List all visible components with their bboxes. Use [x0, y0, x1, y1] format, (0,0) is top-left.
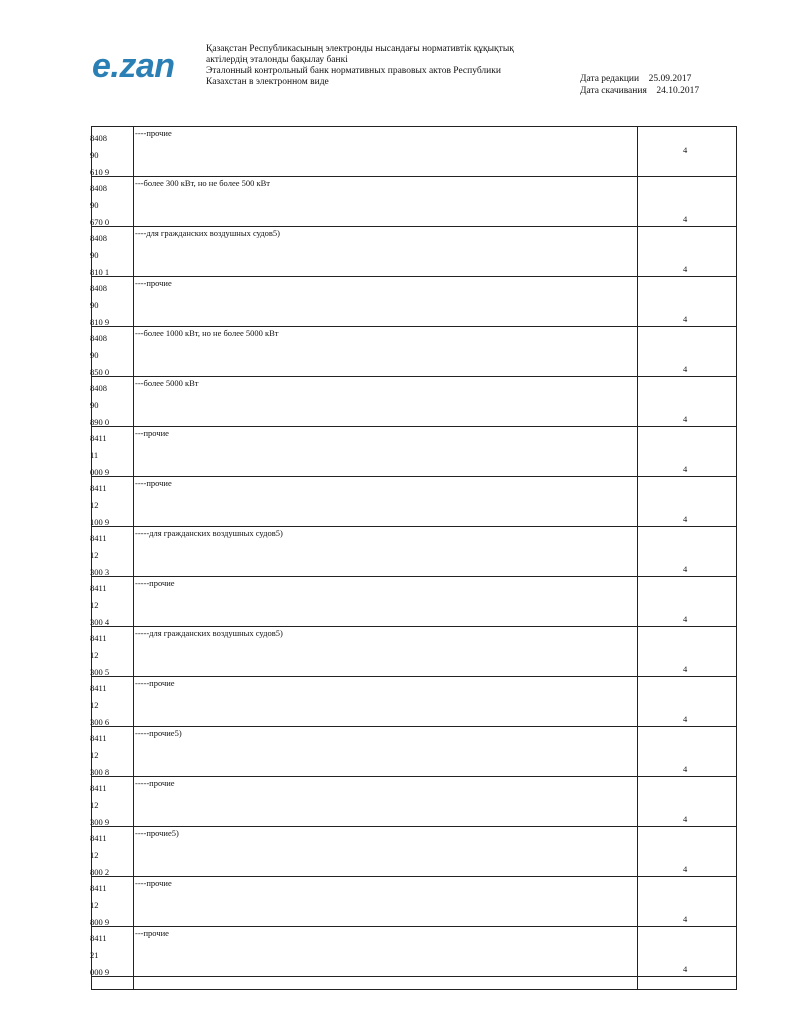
header-title-block [206, 44, 566, 88]
duty-rate: 4 [683, 414, 688, 424]
hs-code-part: 8411 [90, 633, 107, 643]
hs-code-part: 300 5 [90, 667, 110, 677]
hs-code-part: 850 0 [90, 367, 110, 377]
hs-code-part: 90 [90, 350, 99, 360]
hs-code [90, 680, 130, 731]
hs-code-part: 8411 [90, 833, 107, 843]
table-row [92, 127, 736, 177]
hs-code [90, 380, 130, 431]
goods-description: -----прочие [135, 578, 175, 588]
hs-code-part: 8408 [90, 183, 107, 193]
hs-code [90, 780, 130, 831]
header-line-ru-1: Эталонный контрольный банк нормативных правовых актов Республики [206, 66, 501, 76]
hs-code-part: 8408 [90, 283, 107, 293]
hs-code-part: 8411 [90, 783, 107, 793]
hs-code-part: 300 3 [90, 567, 110, 577]
hs-code-part: 8411 [90, 933, 107, 943]
goods-description: ----для гражданских воздушных судов5) [135, 228, 280, 238]
hs-code [90, 580, 130, 631]
hs-code-part: 300 4 [90, 617, 110, 627]
header-line-ru-2: Казахстан в электронном виде [206, 77, 329, 87]
edition-date-label: Дата редакции [580, 74, 640, 84]
hs-code [90, 830, 130, 881]
ezan-logo: e.zan [92, 47, 175, 85]
table-row [92, 627, 736, 677]
hs-code-part: 12 [90, 850, 99, 860]
hs-code-part: 800 2 [90, 867, 110, 877]
hs-code [90, 730, 130, 781]
edition-date-value: 25.09.2017 [648, 74, 692, 84]
hs-code-part: 810 1 [90, 267, 110, 277]
hs-code-part: 300 8 [90, 767, 110, 777]
goods-description: -----прочие [135, 678, 175, 688]
download-date-label: Дата скачивания [580, 86, 647, 96]
hs-code-part: 90 [90, 300, 99, 310]
goods-description: -----для гражданских воздушных судов5) [135, 528, 283, 538]
duty-rate: 4 [683, 764, 688, 774]
table-row [92, 277, 736, 327]
hs-code-part: 8408 [90, 333, 107, 343]
header-line-kz-2: актілердің эталонды бақылау банкі [206, 55, 348, 65]
hs-code-part: 800 9 [90, 917, 110, 927]
hs-code-part: 670 0 [90, 217, 110, 227]
hs-code [90, 480, 130, 531]
duty-rate: 4 [683, 464, 688, 474]
table-row [92, 527, 736, 577]
download-date-value: 24.10.2017 [656, 86, 700, 96]
download-date-row [580, 85, 699, 97]
duty-rate: 4 [683, 514, 688, 524]
hs-code-part: 12 [90, 550, 99, 560]
goods-description: -----прочие [135, 778, 175, 788]
duty-rate: 4 [683, 614, 688, 624]
hs-code [90, 530, 130, 581]
goods-description: ---более 1000 кВт, но не более 5000 кВт [135, 328, 279, 338]
duty-rate: 4 [683, 814, 688, 824]
goods-description: -----для гражданских воздушных судов5) [135, 628, 283, 638]
hs-code-part: 8408 [90, 383, 107, 393]
hs-code-part: 12 [90, 600, 99, 610]
duty-rate: 4 [683, 964, 688, 974]
goods-description: ----прочие [135, 478, 172, 488]
goods-description: -----прочие5) [135, 728, 182, 738]
duty-rate: 4 [683, 864, 688, 874]
hs-code-part: 21 [90, 950, 99, 960]
hs-code [90, 230, 130, 281]
hs-code-part: 8411 [90, 533, 107, 543]
duty-rate: 4 [683, 664, 688, 674]
hs-code-part: 610 9 [90, 167, 110, 177]
hs-code-part: 810 9 [90, 317, 110, 327]
table-row [92, 827, 736, 877]
table-row [92, 227, 736, 277]
tariff-table [91, 126, 737, 990]
goods-description: ---более 5000 кВт [135, 378, 199, 388]
header-dates [580, 73, 699, 97]
hs-code-part: 8408 [90, 233, 107, 243]
hs-code-part: 12 [90, 750, 99, 760]
hs-code-part: 12 [90, 700, 99, 710]
hs-code-part: 890 0 [90, 417, 110, 427]
duty-rate: 4 [683, 314, 688, 324]
hs-code-part: 8411 [90, 883, 107, 893]
goods-description: ---прочие [135, 928, 169, 938]
hs-code-part: 300 9 [90, 817, 110, 827]
hs-code-part: 300 6 [90, 717, 110, 727]
hs-code-part: 100 9 [90, 517, 110, 527]
table-row [92, 877, 736, 927]
table-row [92, 427, 736, 477]
edition-date-row [580, 73, 699, 85]
hs-code-part: 12 [90, 500, 99, 510]
hs-code-part: 8411 [90, 483, 107, 493]
hs-code-part: 8411 [90, 683, 107, 693]
hs-code-part: 000 9 [90, 967, 110, 977]
header-line-kz-1: Қазақстан Республикасының электронды нысандағы нормативтік құқықтық [206, 44, 514, 54]
table-row-empty [92, 977, 736, 989]
table-row [92, 777, 736, 827]
hs-code-part: 12 [90, 900, 99, 910]
hs-code-part: 12 [90, 650, 99, 660]
duty-rate: 4 [683, 264, 688, 274]
hs-code-part: 8408 [90, 133, 107, 143]
hs-code-part: 000 9 [90, 467, 110, 477]
duty-rate: 4 [683, 914, 688, 924]
goods-description: ----прочие [135, 878, 172, 888]
duty-rate: 4 [683, 214, 688, 224]
hs-code [90, 930, 130, 981]
hs-code-part: 90 [90, 250, 99, 260]
hs-code-part: 11 [90, 450, 99, 460]
hs-code-part: 8411 [90, 733, 107, 743]
goods-description: ----прочие5) [135, 828, 179, 838]
duty-rate: 4 [683, 564, 688, 574]
hs-code [90, 330, 130, 381]
table-row [92, 727, 736, 777]
table-row [92, 377, 736, 427]
hs-code [90, 280, 130, 331]
hs-code [90, 430, 130, 481]
table-row [92, 327, 736, 377]
hs-code [90, 130, 130, 181]
duty-rate: 4 [683, 364, 688, 374]
hs-code-part: 90 [90, 200, 99, 210]
goods-description: ----прочие [135, 278, 172, 288]
goods-description: ----прочие [135, 128, 172, 138]
table-row [92, 577, 736, 627]
table-row [92, 927, 736, 977]
hs-code-part: 8411 [90, 433, 107, 443]
hs-code [90, 880, 130, 931]
hs-code-part: 12 [90, 800, 99, 810]
hs-code-part: 90 [90, 150, 99, 160]
hs-code [90, 180, 130, 231]
table-row [92, 477, 736, 527]
goods-description: ---прочие [135, 428, 169, 438]
duty-rate: 4 [683, 714, 688, 724]
table-row [92, 677, 736, 727]
table-row [92, 177, 736, 227]
hs-code-part: 8411 [90, 583, 107, 593]
hs-code-part: 90 [90, 400, 99, 410]
hs-code [90, 630, 130, 681]
duty-rate: 4 [683, 145, 688, 155]
goods-description: ---более 300 кВт, но не более 500 кВт [135, 178, 270, 188]
